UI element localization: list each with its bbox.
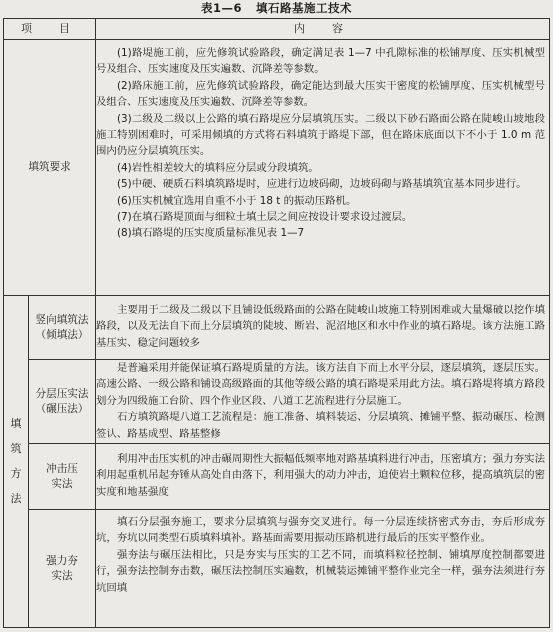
method-label-line: （碾压法）	[35, 402, 89, 415]
requirements-content	[96, 45, 545, 242]
method-paragraph: 主要用于二级及二级以下且铺设低级路面的公路在陡峻山坡施工特别困难或大量爆破以挖作填路段，以及无法自下而上分层填筑的陡坡、断岩、泥沼地区和水中作业的填石路堤。该方法施工路基压实、稳定问题较多	[96, 304, 545, 349]
method-paragraph: 填石分层强夯施工，要求分层填筑与强夯交叉进行。每一分层连续挤密式夯击，夯后形成夯坑，夯坑以同类型石质填料填补。路基面需要用振动压路机进行最后的压实平整作业。	[96, 516, 545, 545]
method-label-line: （倾填法）	[35, 328, 89, 341]
requirement-item: (1)路堤施工前，应先修筑试验路段，确定满足表 1—7 中孔隙标准的松铺厚度、压实机械型号及组合、压实速度及压实遍数、沉降差等参数。	[96, 47, 545, 76]
method-paragraph: 强夯法与碾压法相比，只是夯实与压实的工艺不同，而填料粒径控制、铺填厚度控制都要进行，强夯法控制夯击数，碾压法控制压实遍数，机械装运摊铺平整作业完全一样，强夯法须进行夯坑回填	[96, 548, 545, 594]
requirement-item: (4)岩性相差较大的填料应分层或分段填筑。	[117, 161, 319, 174]
requirement-item: (6)压实机械宜选用自重不小于 18 t 的振动压路机。	[117, 194, 357, 207]
method-label-line: 冲击压	[46, 462, 78, 475]
group-label-char: 法	[10, 492, 22, 505]
requirement-item: (2)路床施工前，应先修筑试验路段，确定能达到最大压实干密度的松铺厚度、压实机械型号及组合、压实速度及压实遍数、沉降差等参数。	[96, 79, 545, 109]
row-divider	[28, 509, 549, 510]
group-label-char: 筑	[10, 442, 22, 455]
table-number: 表1—6	[200, 1, 242, 15]
group-label-char: 填	[10, 417, 22, 430]
row-divider	[28, 443, 549, 444]
method-label-vertical-fill	[29, 296, 95, 359]
method-content-layered-compaction	[96, 360, 545, 442]
table-title	[0, 0, 553, 17]
table-title-text: 填石路基施工技术	[256, 1, 352, 15]
method-content-dynamic-compaction	[96, 514, 545, 596]
method-paragraph: 石方填筑路堤八道工艺流程是：施工准备、填料装运、分层填筑、摊铺平整、振动碾压、检测签认、路基成型、路基整修	[96, 411, 545, 440]
method-label-line: 实法	[51, 477, 73, 490]
header-item: 项 目	[21, 22, 78, 35]
method-label-layered-compaction	[29, 360, 95, 443]
group-label-char: 方	[10, 467, 22, 480]
method-label-line: 实法	[51, 569, 73, 582]
requirements-label: 填筑要求	[28, 161, 71, 173]
requirement-item: (3)二级及二级以上公路的填石路堤应分层填筑压实。二级以下砂石路面公路在陡峻山坡地段施工特别困难时，可采用倾填的方式将石料填筑于路堤下部，但在路床底面以下不小于 1.0 m 范围内仍应分层填筑压实。	[96, 112, 545, 158]
method-label-line: 竖向填筑法	[35, 313, 89, 326]
table-header-row	[4, 19, 549, 40]
method-label-line: 强力夯	[46, 554, 78, 567]
construction-table	[3, 18, 550, 628]
requirement-item: (8)填石路堤的压实度质量标准见表 1—7	[117, 227, 305, 240]
method-label-dynamic-compaction	[29, 510, 95, 627]
method-label-impact-compaction	[29, 444, 95, 509]
method-content-impact-compaction	[96, 451, 545, 500]
method-label-line: 分层压实法	[35, 387, 89, 400]
requirement-item: (7)在填石路堤顶面与细粒土填土层之间应按设计要求设过渡层。	[117, 211, 413, 224]
method-paragraph: 利用冲击压实机的冲击碾周期性大振幅低频率地对路基填料进行冲击，压密填方；强力夯实法利用起重机吊起夯锤从高处自由落下，利用强大的动力冲击，迫使岩土颗粒位移，提高填筑层的密实度和地基强度	[96, 453, 545, 498]
header-content: 内 容	[294, 22, 351, 35]
group-label-methods	[4, 295, 28, 627]
method-paragraph: 是普遍采用并能保证填石路堤质量的方法。该方法自下而上水平分层，逐层填筑，逐层压实。高速公路、一级公路和铺设高级路面的其他等级公路的填石路堤采用此方法。填石路堤将填方路段划分为四级施工台阶、四个作业区段、八道工艺流程进行分层施工。	[96, 362, 545, 407]
method-content-vertical-fill	[96, 302, 545, 351]
requirement-item: (5)中硬、硬质石料填筑路堤时，应进行边坡码砌，边坡码砌与路基填筑宜基本同步进行。	[117, 178, 527, 191]
